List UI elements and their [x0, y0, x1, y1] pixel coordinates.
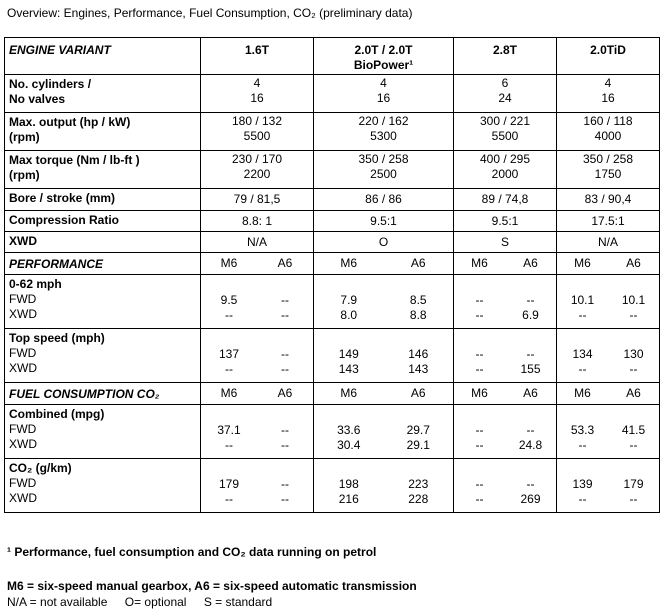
spec-value: 230 / 170 2200 [201, 151, 314, 189]
spec-value: 4 16 [557, 75, 660, 113]
spec-value: 4 16 [314, 75, 454, 113]
metric-label: CO₂ (g/km) FWD XWD [5, 459, 201, 513]
spec-label: Max. output (hp / kW) (rpm) [5, 113, 201, 151]
fuel-row [5, 405, 660, 459]
spec-label: XWD [5, 232, 201, 253]
spec-value: 86 / 86 [314, 189, 454, 211]
performance-label: PERFORMANCE [5, 253, 201, 275]
spec-row [5, 189, 660, 211]
variant-header: 2.0TiD [557, 38, 660, 75]
spec-value: 79 / 81,5 [201, 189, 314, 211]
section-header-row [5, 383, 660, 405]
spec-row [5, 151, 660, 189]
spec-label: Bore / stroke (mm) [5, 189, 201, 211]
spec-label: No. cylinders / No valves [5, 75, 201, 113]
metric-cell: 179 -- -- -- [201, 459, 314, 513]
metric-label: 0-62 mph FWD XWD [5, 275, 201, 329]
gearbox-header: M6 A6 [314, 383, 454, 405]
spec-label: Max torque (Nm / lb-ft ) (rpm) [5, 151, 201, 189]
spec-value: N/A [557, 232, 660, 253]
metric-cell: 33.6 29.7 30.4 29.1 [314, 405, 454, 459]
spec-value: 180 / 132 5500 [201, 113, 314, 151]
footnote-gearbox: M6 = six-speed manual gearbox, A6 = six-speed automatic transmission [7, 579, 417, 593]
gearbox-header: M6 A6 [201, 253, 314, 275]
fuel-row [5, 459, 660, 513]
metric-cell: 37.1 -- -- -- [201, 405, 314, 459]
metric-cell: 139 179 -- -- [557, 459, 660, 513]
metric-label: Top speed (mph) FWD XWD [5, 329, 201, 383]
page-title: Overview: Engines, Performance, Fuel Consumption, CO₂ (preliminary data) [7, 6, 413, 20]
gearbox-header: M6 A6 [454, 253, 557, 275]
spec-label: Compression Ratio [5, 211, 201, 232]
spec-value: 300 / 221 5500 [454, 113, 557, 151]
spec-value: 4 16 [201, 75, 314, 113]
gearbox-header: M6 A6 [201, 383, 314, 405]
spec-value: 89 / 74,8 [454, 189, 557, 211]
legend-na: N/A = not available [7, 595, 108, 609]
spec-value: S [454, 232, 557, 253]
footnote-petrol: ¹ Performance, fuel consumption and CO₂ data running on petrol [7, 545, 377, 559]
spec-value: 9.5:1 [454, 211, 557, 232]
spec-value: 83 / 90,4 [557, 189, 660, 211]
metric-label: Combined (mpg) FWD XWD [5, 405, 201, 459]
performance-row [5, 275, 660, 329]
spec-value: 400 / 295 2000 [454, 151, 557, 189]
metric-cell: -- -- -- 155 [454, 329, 557, 383]
metric-cell: 149 146 143 143 [314, 329, 454, 383]
spec-row [5, 211, 660, 232]
gearbox-header: M6 A6 [314, 253, 454, 275]
variant-header: 2.8T [454, 38, 557, 75]
metric-cell: 9.5 -- -- -- [201, 275, 314, 329]
metric-cell: 10.1 10.1 -- -- [557, 275, 660, 329]
footnote-legend [7, 595, 286, 609]
spec-row [5, 113, 660, 151]
variant-header-line2: BioPower¹ [353, 58, 414, 72]
metric-cell: -- -- -- 6.9 [454, 275, 557, 329]
spec-value: 220 / 162 5300 [314, 113, 454, 151]
spec-value: N/A [201, 232, 314, 253]
spec-row [5, 75, 660, 113]
spec-value: 6 24 [454, 75, 557, 113]
metric-cell: -- -- -- 24.8 [454, 405, 557, 459]
metric-cell: 137 -- -- -- [201, 329, 314, 383]
spec-value: 160 / 118 4000 [557, 113, 660, 151]
section-header-row [5, 253, 660, 275]
metric-cell: 53.3 41.5 -- -- [557, 405, 660, 459]
metric-cell: 134 130 -- -- [557, 329, 660, 383]
header-label: ENGINE VARIANT [5, 38, 201, 75]
legend-optional: O= optional [124, 595, 187, 609]
metric-cell: -- -- -- 269 [454, 459, 557, 513]
metric-cell: 198 223 216 228 [314, 459, 454, 513]
gearbox-header: M6 A6 [454, 383, 557, 405]
performance-row [5, 329, 660, 383]
engine-spec-table [4, 37, 660, 513]
spec-value: 350 / 258 1750 [557, 151, 660, 189]
variant-header [314, 38, 454, 75]
spec-row [5, 232, 660, 253]
variant-header: 1.6T [201, 38, 314, 75]
table-header-row [5, 38, 660, 75]
variant-header-line1: 2.0T / 2.0T [354, 43, 413, 57]
spec-value: O [314, 232, 454, 253]
spec-value: 350 / 258 2500 [314, 151, 454, 189]
legend-standard: S = standard [203, 595, 273, 609]
gearbox-header: M6 A6 [557, 383, 660, 405]
fuel-label: FUEL CONSUMPTION CO₂ [5, 383, 201, 405]
spec-value: 8.8: 1 [201, 211, 314, 232]
metric-cell: 7.9 8.5 8.0 8.8 [314, 275, 454, 329]
gearbox-header: M6 A6 [557, 253, 660, 275]
spec-value: 9.5:1 [314, 211, 454, 232]
spec-value: 17.5:1 [557, 211, 660, 232]
